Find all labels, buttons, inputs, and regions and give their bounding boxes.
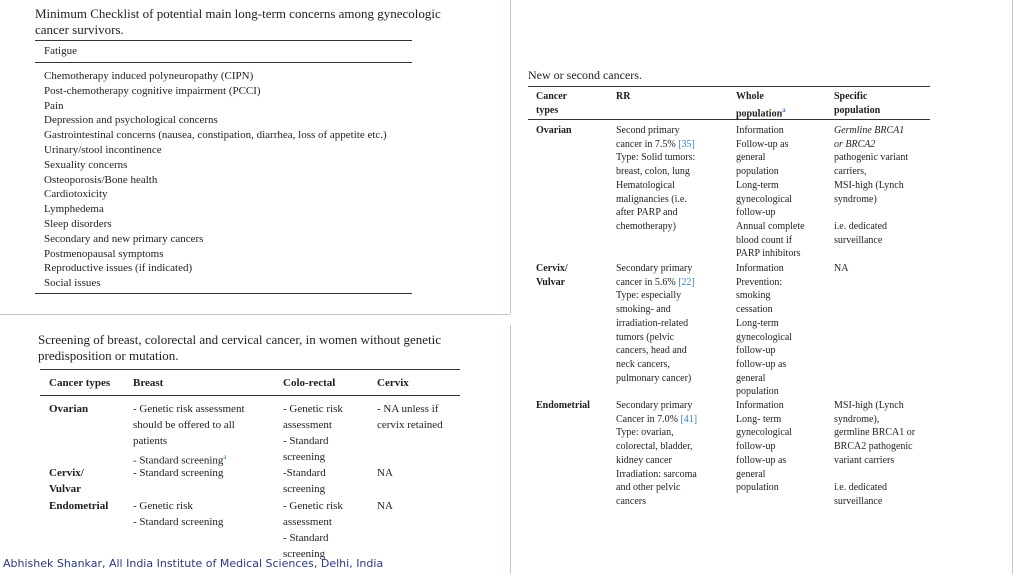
new-cancers-whole-cell: Information Follow-up as general population Long-term gynecological follow-up Annual complete blood count if PARP inhibitors [736, 125, 805, 260]
checklist-title: Minimum Checklist of potential main long-term concerns among gynecologic cancer survivors. [35, 6, 441, 37]
new-cancers-rr-cell [616, 399, 697, 509]
new-cancers-specific-cell: NA [834, 263, 849, 274]
checklist-item: Sexuality concerns [44, 158, 128, 171]
new-cancers-header-rule [528, 119, 930, 120]
screening-header-breast: Breast [133, 377, 164, 389]
screening-row-type: Cervix/ Vulvar [49, 467, 84, 495]
screening-title: Screening of breast, colorectal and cervical cancer, in women without genetic predisposition or mutation. [38, 332, 442, 363]
new-cancers-row-type: Ovarian [536, 125, 572, 136]
new-cancers-whole-cell: Information Long- term gynecological follow-up follow-up as general population [736, 400, 793, 494]
new-cancers-title: New or second cancers. [528, 68, 642, 82]
checklist-item: Pain [44, 99, 64, 112]
specific-surveillance: i.e. dedicated surveillance [834, 220, 888, 246]
checklist-item: Cardiotoxicity [44, 188, 108, 201]
frame-divider-horizontal [0, 314, 510, 315]
new-cancers-whole-cell: Information Prevention: smoking cessation Long-term gynecological follow-up follow-up as general population [736, 263, 793, 398]
specific-surveillance: i.e. dedicated surveillance [834, 482, 888, 507]
new-cancers-specific-cell [834, 124, 908, 247]
new-cancers-rr-cell [616, 124, 695, 234]
new-cancers-header-types: Cancer types [536, 91, 568, 116]
screening-header-cervix: Cervix [377, 377, 409, 389]
screening-colorectal-cell: - Genetic risk assessment - Standard screening [283, 500, 343, 560]
checklist-list [44, 69, 387, 291]
screening-colorectal-cell: -Standard screening [283, 467, 326, 495]
checklist-header-rule [35, 62, 412, 63]
screening-breast-cell: - Standard screening [133, 467, 224, 479]
frame-divider-right [1012, 0, 1013, 574]
checklist-item: Post-chemotherapy cognitive impairment (PCCI) [44, 84, 261, 97]
checklist-item: Reproductive issues (if indicated) [44, 262, 193, 275]
checklist-bottom-rule [35, 293, 412, 294]
screening-colorectal-cell: - Genetic risk assessment - Standard screening [283, 403, 343, 463]
new-cancers-header-specific: Specific population [834, 91, 881, 116]
author-footer: Abhishek Shankar, All India Institute of Medical Sciences, Delhi, India [3, 557, 384, 570]
screening-header-colorectal: Colo-rectal [283, 377, 336, 389]
checklist-item: Sleep disorders [44, 217, 112, 230]
screening-row-type: Ovarian [49, 403, 89, 415]
screening-top-rule [40, 369, 460, 370]
footnote-marker: a [223, 453, 227, 461]
screening-cervix-cell: - NA unless if cervix retained [377, 403, 443, 431]
screening-cervix-cell: NA [377, 500, 393, 512]
screening-breast-extra-text: - Standard screening [133, 454, 224, 467]
frame-divider-vertical-1 [510, 0, 511, 314]
checklist-item: Gastrointestinal concerns (nausea, constipation, diarrhea, loss of appetite etc.) [44, 129, 387, 142]
screening-header-rule [40, 395, 460, 396]
checklist-item: Osteoporosis/Bone health [44, 173, 158, 186]
checklist-header: Fatigue [44, 45, 77, 57]
rr-text: Secondary primary cancer in 5.6% [616, 263, 693, 288]
frame-divider-vertical-2 [510, 325, 511, 574]
screening-breast-cell: - Genetic risk assessment should be offered to all patients [133, 403, 245, 447]
new-cancers-specific-cell [834, 399, 915, 509]
footnote-marker: a [782, 105, 786, 114]
checklist-item: Secondary and new primary cancers [44, 232, 204, 245]
specific-brca: Germline BRCA1 or BRCA2 [834, 125, 905, 150]
rr-detail: Type: especially smoking- and irradiation-related tumors (pelvic cancers, head and neck cancers, pulmonary cancer) [616, 290, 692, 384]
rr-text: Secondary primary Cancer in 7.0% [616, 400, 693, 425]
reference-link[interactable]: [35] [678, 138, 695, 150]
rr-text: Second primary cancer in 7.5% [616, 125, 680, 150]
rr-detail: Type: Solid tumors: breast, colon, lung Hematological malignancies (i.e. after PARP and chemotherapy) [616, 152, 696, 232]
new-cancers-header-whole-text: Whole population [736, 91, 783, 120]
new-cancers-header-whole [736, 90, 786, 121]
rr-detail: Type: ovarian, colorectal, bladder, kidney cancer Irradiation: sarcoma and other pelvic cancers [616, 427, 697, 507]
specific-detail: pathogenic variant carriers, MSI-high (Lynch syndrome) [834, 152, 909, 205]
new-cancers-row-type: Cervix/ Vulvar [536, 263, 568, 288]
new-cancers-top-rule [528, 86, 930, 87]
checklist-item: Postmenopausal symptoms [44, 247, 164, 260]
new-cancers-row-type: Endometrial [536, 400, 590, 411]
screening-header-cancer-types: Cancer types [49, 377, 111, 389]
checklist-item: Chemotherapy induced polyneuropathy (CIPN) [44, 70, 254, 82]
screening-breast-cell: - Genetic risk - Standard screening [133, 500, 224, 528]
screening-row-type: Endometrial [49, 500, 109, 512]
checklist-item: Social issues [44, 277, 101, 290]
reference-link[interactable]: [41] [680, 413, 698, 425]
checklist-item: Lymphedema [44, 203, 104, 216]
checklist-top-rule [35, 40, 412, 41]
checklist-item: Depression and psychological concerns [44, 114, 218, 127]
checklist-item: Urinary/stool incontinence [44, 143, 162, 156]
new-cancers-header-rr: RR [616, 91, 631, 102]
screening-cervix-cell: NA [377, 467, 393, 479]
specific-detail: MSI-high (Lynch syndrome), germline BRCA1 or BRCA2 pathogenic variant carriers [834, 400, 916, 466]
reference-link[interactable]: [22] [678, 276, 695, 288]
new-cancers-rr-cell [616, 262, 695, 385]
